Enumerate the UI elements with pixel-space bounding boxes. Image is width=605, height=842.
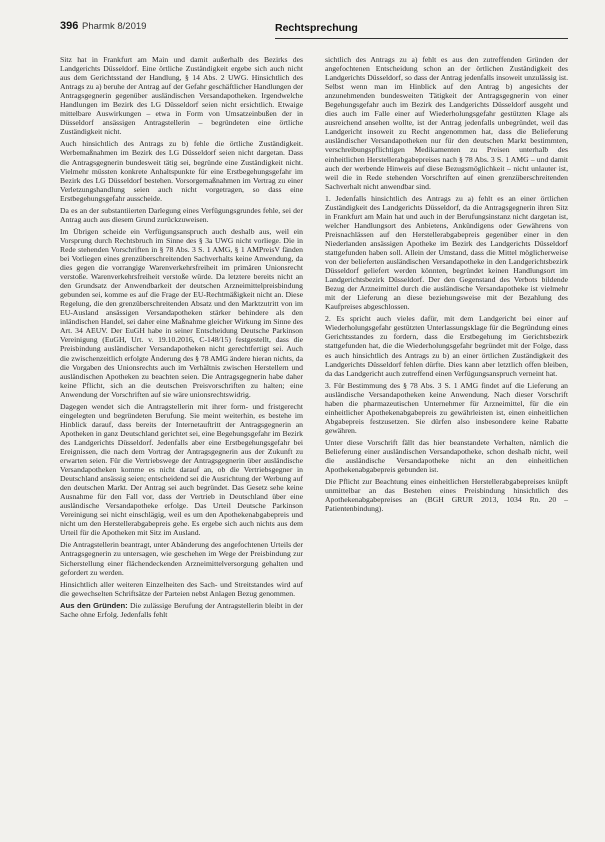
page-header xyxy=(60,18,568,40)
page-number: 396 xyxy=(60,20,79,32)
right-paragraph: 3. Für Bestimmung des § 78 Abs. 3 S. 1 AMG findet auf die Lieferung an ausländische Versandapotheken keine Anwendung. Nach dieser Vorschrift haben die pharmazeutischen Unternehmer für Arzneimittel, für die ein einheitlicher Apothekenabgabepreis zu gewährleisten ist, einen einheitlichen Abgabepreis festzusetzen. Sie dürfen also insbesondere keine Rabatte gewähren. xyxy=(325,380,568,435)
left-paragraph: Dagegen wendet sich die Antragstellerin mit ihrer form- und fristgerecht eingelegten und begründeten Berufung. Sie meint weiterhin, es bestehe im Hinblick darauf, dass bereits der Internetauftritt der Antragsgegnerin an Apotheken in ganz Deutschland gerichtet sei, eine Begehungsgefahr im Bezirk des Landgerichts Düsseldorf. Jedenfalls aber eine Erstbegehungsgefahr bei Ereignissen, die nach dem Vortrag der Antragsgegnerin aus der Zukunft zu erwarten seien. Für die Vertriebswege der Antragsgegnerin über ausländische Versandapotheken komme es nicht darauf an, ob die Vertriebsgegner in Deutschland ansässig seien; entscheidend sei die Ausrichtung der Werbung auf den deutschen Markt. Der Antrag sei auch begründet. Das Gesetz sehe keine Ausnahme für den Fall vor, dass der Vertrieb in Deutschland über eine ausländische Versandapotheke erfolge. Das Urteil Deutsche Parkinson Vereinigung sei nicht einschlägig, weil es um den Apothekenabgabepreis und nicht um den Herstellerabgabepreis gehe. Es ergebe sich auch nichts aus dem Urteil für die Apotheken mit Sitz im Ausland. xyxy=(60,401,303,538)
section-title: Rechtsprechung xyxy=(275,22,358,34)
right-paragraph: 1. Jedenfalls hinsichtlich des Antrags zu a) fehlt es an einer örtlichen Zuständigkeit des Landgerichts Düsseldorf, da die Antragsgegnerin ihren Sitz in Frankfurt am Main hat und auch in der Berufungsinstanz nicht dargetan ist, welcher Handlungsort des Anbietens, Ankündigens oder Gewährens von Preisnachlässen auf den Herstellerabgabepreis gegenüber einer in den Niederlanden ansässigen Apotheke im Bezirk des Landgerichts Düsseldorf stattgefunden haben soll. Allein der Umstand, dass die Mittel möglicherweise von der belieferten ausländischen Versandapotheke in den Landgerichtsbezirk Düsseldorf geliefert werden könnten, begründet keinen Handlungsort im Landgerichtsbezirk Düsseldorf. Der den Gegenstand des Verbots bildende Bezug der Arzneimittel durch die ausländische Versandapotheke ist vielmehr mit der Lieferung an diese beziehungsweise mit der Bezahlung des Kaufpreises abgeschlossen. xyxy=(325,193,568,312)
journal-name: Pharmk 8/2019 xyxy=(82,21,147,32)
right-paragraph: sichtlich des Antrags zu a) fehlt es aus den zutreffenden Gründen der angefochtenen Entscheidung schon an der örtlichen Zuständigkeit des Landgerichts Düsseldorf, so dass der Antrag jedenfalls insoweit unzulässig ist. Selbst wenn man im Hinblick auf den Antrag b) angesichts der anzunehmenden bundesweiten Tätigkeit der Antragsgegnerin von einer Begehungsgefahr auch im Bezirk des Landgerichts Düsseldorf ausgeht und dies auch im Falle einer auf Wiederholungsgefahr gestützten Klage als ausreichend ansehen wollte, ist der Antrag jedenfalls unbegründet, weil das Landgericht insoweit zu Recht angenommen hat, dass die Belieferung ausländischer Versandapotheken nur für den deutschen Markt bestimmten, verschreibungspflichtigen Medikamenten zu Preisen unterhalb des einheitlichen Herstellerabgabepreises nach § 78 Abs. 3 S. 1 AMG – und damit auch der werbende Hinweis auf diese Bezugsmöglichkeit – nicht unlauter ist, weil die in Rede stehenden Vorschriften auf einen grenzüberschreitenden Sachverhalt nicht anwendbar sind. xyxy=(325,55,568,191)
left-paragraph: Hinsichtlich aller weiteren Einzelheiten des Sach- und Streitstandes wird auf die gewechselten Schriftsätze der Parteien nebst Anlagen Bezug genommen. xyxy=(60,579,303,598)
grounds-label: Aus den Gründen: xyxy=(60,600,128,610)
right-paragraph: Die Pflicht zur Beachtung eines einheitlichen Herstellerabgabepreises knüpft unmittelbar an das Bestehen eines Preisbindung hinsichtlich des Apothekenabgabepreises an (BGH GRUR 2013, 1034 Rn. 20 – Patientenbindung). xyxy=(325,477,568,514)
right-column xyxy=(325,55,568,516)
left-paragraph: Auch hinsichtlich des Antrags zu b) fehle die örtliche Zuständigkeit. Werbemaßnahmen im Bezirk des LG Düsseldorf seien nicht dargetan. Dass die Antragsgegnerin bundesweit tätig sei, begründe eine Zuständigkeit nicht. Vielmehr müssten konkrete Anhaltspunkte für eine Erstbegehungsgefahr im Bezirk des LG Düsseldorf bestehen. Vorsorgemaßnahmen im Vertrag zu einer Verletzungshandlung seien auch nicht vorgetragen, so dass eine Erstbegehungsgefahr ausscheide. xyxy=(60,139,303,203)
right-paragraph: 2. Es spricht auch vieles dafür, mit dem Landgericht bei einer auf Wiederholungsgefahr gestützten Unterlassungsklage für die Begründung eines Gerichtsstandes zu fordern, dass die Erstbegehung im Gerichtsbezirk stattgefunden hat, die die Wiederholungsgefahr begründet mit der Folge, dass es auch hinsichtlich des Antrags zu b) an einer örtlichen Zuständigkeit des Landgerichts Düsseldorf fehlen dürfte. Dies kann aber letztlich offen bleiben, da das Landgericht auch zutreffend einen Verfügungsanspruch verneint hat. xyxy=(325,314,568,378)
grounds-text: Die zulässige Berufung der Antragstellerin bleibt in der Sache ohne Erfolg. Jedenfalls fehlt xyxy=(60,600,303,619)
left-paragraph: Die Antragstellerin beantragt, unter Abänderung des angefochtenen Urteils der Antragsgegnerin zu untersagen, wie geschehen im Wege der Preisbindung zur Sicherstellung einer flächendeckenden Arzneimittelversorgung gehalten und gefordert zu werden. xyxy=(60,540,303,577)
left-paragraph: Da es an der substantiierten Darlegung eines Verfügungsgrundes fehle, sei der Antrag auch aus diesem Grund zurückzuweisen. xyxy=(60,205,303,224)
left-column xyxy=(60,55,303,622)
right-paragraph: Unter diese Vorschrift fällt das hier beanstandete Verhalten, nämlich die Belieferung einer ausländischen Versandapotheke, schon deshalb nicht, weil die ausländische Versandapotheke nicht an den einheitlichen Apothekenabgabepreis gebunden ist. xyxy=(325,437,568,475)
grounds-paragraph xyxy=(60,601,303,619)
section-header xyxy=(275,18,568,39)
left-paragraph: Sitz hat in Frankfurt am Main und damit außerhalb des Bezirks des Landgerichts Düsseldorf. Eine örtliche Zuständigkeit ergebe sich auch nicht aus dem Gerichtsstand der Handlung, § 14 Abs. 2 UWG. Hinsichtlich des Antrags zu a) beruhe der Antrag auf der Gefahr geschäftlicher Handlungen der Antragsgegnerin gegenüber ausländischen Versandapotheken. Irgendwelche Handlungen im Bezirk des LG Düsseldorf seien nicht ersichtlich. Etwaige mittelbare Auswirkungen – etwa in Form von Umsatzeinbußen der in Düsseldorf ansässigen Antragstellerin – begründeten eine örtliche Zuständigkeit nicht. xyxy=(60,55,303,137)
left-paragraph: Im Übrigen scheide ein Verfügungsanspruch auch deshalb aus, weil ein Vorsprung durch Rechtsbruch im Sinne des § 3a UWG nicht vorliege. Die in Rede stehenden Vorschriften in § 78 Abs. 3 S. 1 AMG, § 1 AMPreisV fänden bei Vorliegen eines grenzüberschreitenden Sachverhalts keine Anwendung, da dies gegen die vorrangige Warenverkehrsfreiheit im primären Unionsrecht verstoße. Warenverkehrsfreiheit verstoße würde. Da letztere bereits nicht an den Grundsatz der Anwendbarkeit der deutschen Arzneimittelpreisbindung gebunden sei, komme es auf die Frage der EU-Rechtmäßigkeit nicht an. Diese Regelung, die den grenzüberschreitenden Absatz und den Marktzutritt von im EU-Ausland ansässigen Versandapotheken stärker behindere als den inländischen Handel, sei daher eine Maßnahme gleicher Wirkung im Sinne des Art. 34 AEUV. Der EuGH habe in seiner Entscheidung Deutsche Parkinson Vereinigung (EuGH, Urt. v. 19.10.2016, C-148/15) festgestellt, dass die Preisbindung ausländischer Versandapotheken nicht gerechtfertigt sei. Auch die zwischenzeitlich erfolgte Änderung des § 78 AMG ändere hieran nichts, da die Vorgaben des Unionsrechts auch im Verhältnis zwischen Herstellern und ausländischen Apotheken zu beachten seien. Die Antragsgegnerin habe daher keine Pflicht, sich an die deutschen Preisvorschriften zu halten; eine Anwendung der Vorschriften auf sie wäre unionsrechtswidrig. xyxy=(60,226,303,399)
